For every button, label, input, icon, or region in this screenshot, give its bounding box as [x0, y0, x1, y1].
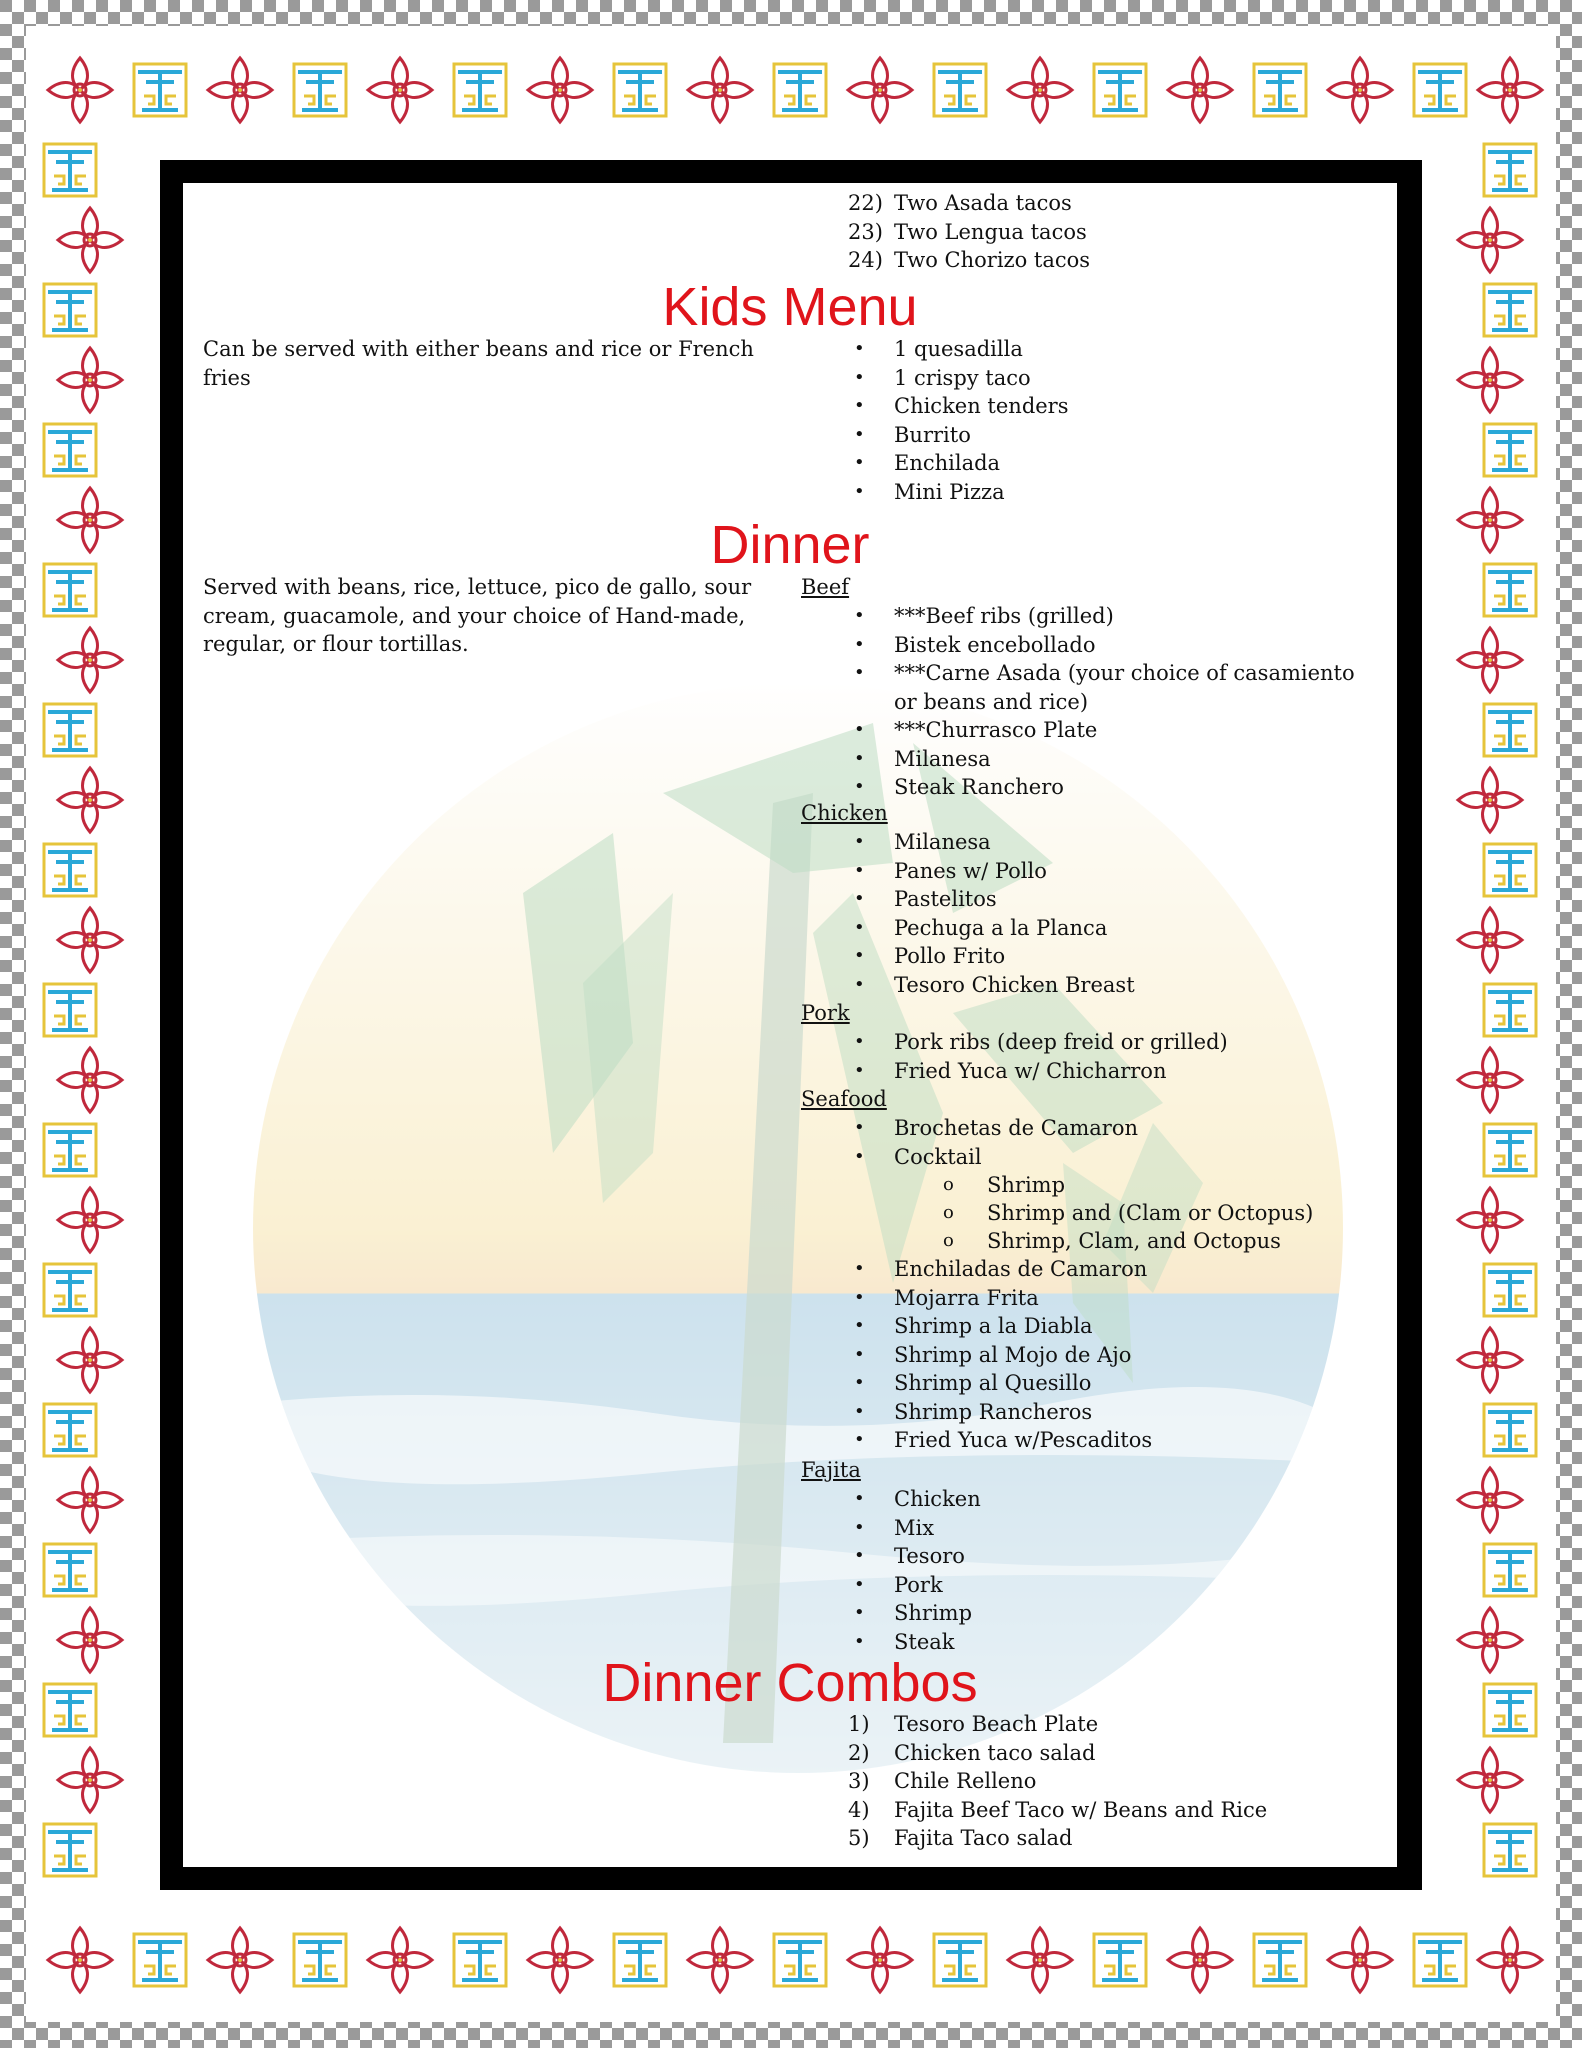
seafood-list-b	[854, 1255, 1153, 1455]
list-item: • Shrimp al Quesillo	[854, 1371, 1092, 1395]
pork-list	[854, 1028, 1228, 1085]
list-item: • ***Churrasco Plate	[854, 718, 1098, 742]
menu-content: 22) Two Asada tacos 23) Two Lengua tacos 24) Two Chorizo tacos Kids Menu Can be served with either beans and rice or French fries • 1 quesadilla • 1 crispy taco • Chicken tenders • Burrito • Enchilada • Mini Pizza Dinner Served with beans, rice, lettuce, pico de gallo, sour cream, guacamole, and your choice of Hand-made, regular, or flour tortillas. Beef • ***Beef ribs (grilled) • Bistek encebollado • ***Carne Asada (your choice of casamiento or beans and rice) • ***Churrasco Plate • Milanesa • Steak Ranchero Chicken • Milanesa • Panes w/ Pollo • Pastelitos • Pechuga a la Planca • Pollo Frito • Tesoro Chicken Breast Pork • Pork ribs (deep freid or grilled) • Fried Yuca w/ Chicharron Seafood • Brochetas de Camaron • Cocktail o Shrimp o Shrimp and (Clam or Octopus) o Shrimp, Clam, and Octopus • Enchiladas de Camaron • Mojarra Frita • Shrimp a la Diabla • Shrimp al Mojo de Ajo • Shrimp al Quesillo • Shrimp Rancheros • Fried Yuca w/Pescaditos Fajita • Chicken • Mix • Tesoro • Pork • Shrimp • Steak Dinner Combos 1) Tesoro Beach Plate 2) Chicken taco salad 3) Chile Relleno 4) Fajita Beef Taco w/ Beans and Rice 5) Fajita Taco salad	[183, 183, 1397, 1867]
list-item: • Cocktail	[854, 1144, 982, 1169]
list-item: • Pollo Frito	[854, 944, 1006, 968]
list-item: • Burrito	[854, 422, 971, 447]
kids-menu-note: Can be served with either beans and rice or French fries	[203, 337, 754, 390]
list-item: • Steak Ranchero	[854, 775, 1064, 799]
dinner-combos-heading: Dinner Combos	[602, 1653, 978, 1713]
list-item: • Pastelitos	[854, 887, 997, 911]
list-item: • Steak	[854, 1629, 955, 1654]
category-pork: Pork	[801, 1001, 850, 1025]
list-item: • Bistek encebollado	[854, 632, 1096, 657]
category-beef: Beef	[801, 575, 850, 599]
list-item: • 1 crispy taco	[854, 365, 1031, 390]
list-item: • Milanesa	[854, 746, 991, 771]
list-item: • ***Beef ribs (grilled)	[854, 604, 1114, 628]
category-fajita: Fajita	[801, 1458, 861, 1482]
cocktail-sublist	[943, 1171, 1314, 1255]
list-item: • ***Carne Asada (your choice of casamiento or beans and rice)	[854, 661, 1355, 714]
list-item: • Pechuga a la Planca	[854, 915, 1108, 940]
list-item: • Brochetas de Camaron	[854, 1116, 1139, 1140]
kids-menu-list	[854, 335, 1069, 506]
chicken-list	[854, 828, 1135, 999]
menu-panel	[178, 178, 1402, 1872]
fajita-list	[854, 1485, 981, 1656]
list-item: • Enchilada	[854, 451, 1001, 475]
list-item: o Shrimp, Clam, and Octopus	[943, 1229, 1281, 1253]
list-item: • Mix	[854, 1515, 935, 1540]
list-item: • Fried Yuca w/ Chicharron	[854, 1058, 1167, 1083]
list-item: • Shrimp	[854, 1601, 973, 1625]
list-item: • Shrimp al Mojo de Ajo	[854, 1342, 1132, 1367]
category-chicken: Chicken	[801, 801, 888, 825]
list-item: • Tesoro	[854, 1544, 965, 1568]
list-item: • Chicken	[854, 1487, 981, 1511]
list-item: • Panes w/ Pollo	[854, 858, 1047, 883]
list-item: o Shrimp and (Clam or Octopus)	[943, 1201, 1314, 1225]
list-item: • Chicken tenders	[854, 394, 1069, 418]
dinner-note: Served with beans, rice, lettuce, pico de gallo, sour cream, guacamole, and your choice of Hand-made, regular, or flour tortillas.	[203, 575, 752, 656]
seafood-list-a	[854, 1114, 1139, 1171]
kids-menu-heading: Kids Menu	[662, 277, 918, 337]
list-item: • 1 quesadilla	[854, 337, 1023, 361]
dinner-heading: Dinner	[710, 515, 870, 575]
beef-list	[854, 602, 1364, 802]
list-item: o Shrimp	[943, 1173, 1066, 1197]
list-item: • Mojarra Frita	[854, 1285, 1039, 1310]
list-item: • Milanesa	[854, 830, 991, 854]
list-item: • Mini Pizza	[854, 479, 1005, 504]
list-item: • Pork	[854, 1572, 943, 1597]
list-item: • Shrimp Rancheros	[854, 1399, 1093, 1424]
list-item: • Enchiladas de Camaron	[854, 1257, 1148, 1281]
list-item: • Tesoro Chicken Breast	[854, 972, 1135, 997]
list-item: • Pork ribs (deep freid or grilled)	[854, 1030, 1228, 1054]
list-item: • Shrimp a la Diabla	[854, 1314, 1093, 1338]
category-seafood: Seafood	[801, 1087, 887, 1111]
list-item: • Fried Yuca w/Pescaditos	[854, 1428, 1153, 1452]
